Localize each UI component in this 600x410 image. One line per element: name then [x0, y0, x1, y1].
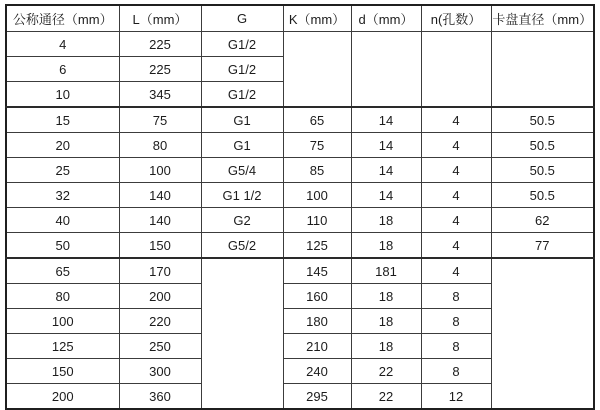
table-row — [6, 158, 594, 183]
merged-empty-cell — [491, 32, 594, 108]
table-cell: 14 — [351, 133, 421, 158]
table-cell: 50.5 — [491, 133, 594, 158]
header-cell-n: n(孔数） — [421, 5, 491, 32]
table-cell: 77 — [491, 233, 594, 259]
table-cell: 4 — [421, 208, 491, 233]
table-cell: 4 — [421, 158, 491, 183]
merged-empty-cell — [491, 258, 594, 409]
table-cell: 140 — [119, 183, 201, 208]
table-cell: 125 — [6, 334, 119, 359]
table-row — [6, 258, 594, 284]
table-cell: 22 — [351, 384, 421, 410]
merged-empty-cell — [421, 32, 491, 108]
header-row — [6, 5, 594, 32]
table-cell: 75 — [283, 133, 351, 158]
table-row — [6, 208, 594, 233]
table-cell: 180 — [283, 309, 351, 334]
header-cell-G: G — [201, 5, 283, 32]
table-cell: G5/2 — [201, 233, 283, 259]
table-cell: G1 1/2 — [201, 183, 283, 208]
table-cell: 50.5 — [491, 183, 594, 208]
table-cell: 4 — [421, 183, 491, 208]
table-row — [6, 233, 594, 259]
header-cell-d: d（mm） — [351, 5, 421, 32]
merged-empty-cell — [201, 258, 283, 409]
table-cell: G5/4 — [201, 158, 283, 183]
table-cell: 4 — [421, 133, 491, 158]
table-cell: 345 — [119, 82, 201, 108]
table-cell: 14 — [351, 158, 421, 183]
table-cell: 18 — [351, 208, 421, 233]
table-cell: 300 — [119, 359, 201, 384]
table-cell: 4 — [6, 32, 119, 57]
table-cell: 18 — [351, 233, 421, 259]
header-cell-chuck: 卡盘直径（mm） — [491, 5, 594, 32]
table-cell: 10 — [6, 82, 119, 108]
table-cell: G1 — [201, 107, 283, 133]
table-cell: 75 — [119, 107, 201, 133]
table-cell: 32 — [6, 183, 119, 208]
table-cell: 80 — [119, 133, 201, 158]
table-cell: 65 — [283, 107, 351, 133]
table-cell: 8 — [421, 309, 491, 334]
table-cell: 150 — [119, 233, 201, 259]
table-cell: 220 — [119, 309, 201, 334]
table-cell: 4 — [421, 233, 491, 259]
table-cell: 160 — [283, 284, 351, 309]
table-cell: G1/2 — [201, 57, 283, 82]
table-cell: 145 — [283, 258, 351, 284]
table-cell: 140 — [119, 208, 201, 233]
header-cell-L: L（mm） — [119, 5, 201, 32]
merged-empty-cell — [283, 32, 351, 108]
table-row — [6, 133, 594, 158]
header-cell-dn: 公称通径（mm） — [6, 5, 119, 32]
table-cell: 40 — [6, 208, 119, 233]
table-cell: 14 — [351, 107, 421, 133]
table-cell: 170 — [119, 258, 201, 284]
table-row — [6, 107, 594, 133]
table-cell: G1/2 — [201, 32, 283, 57]
table-cell: 15 — [6, 107, 119, 133]
table-cell: 25 — [6, 158, 119, 183]
table-cell: 250 — [119, 334, 201, 359]
table-cell: 210 — [283, 334, 351, 359]
table-cell: 18 — [351, 284, 421, 309]
table-cell: 80 — [6, 284, 119, 309]
table-cell: 295 — [283, 384, 351, 410]
table-body — [6, 32, 594, 410]
table-cell: G1 — [201, 133, 283, 158]
table-cell: 50.5 — [491, 107, 594, 133]
table-cell: 200 — [6, 384, 119, 410]
table-cell: 20 — [6, 133, 119, 158]
table-cell: 225 — [119, 32, 201, 57]
table-cell: 240 — [283, 359, 351, 384]
table-cell: 100 — [6, 309, 119, 334]
dimension-spec-table — [5, 4, 595, 410]
header-cell-K: K（mm） — [283, 5, 351, 32]
table-cell: 8 — [421, 334, 491, 359]
table-cell: 85 — [283, 158, 351, 183]
merged-empty-cell — [351, 32, 421, 108]
table-cell: 18 — [351, 309, 421, 334]
table-cell: 18 — [351, 334, 421, 359]
table-cell: 50 — [6, 233, 119, 259]
table-cell: 22 — [351, 359, 421, 384]
spec-table-container — [5, 4, 595, 410]
table-cell: 50.5 — [491, 158, 594, 183]
table-cell: 4 — [421, 258, 491, 284]
table-row — [6, 32, 594, 57]
table-cell: 225 — [119, 57, 201, 82]
table-cell: 14 — [351, 183, 421, 208]
table-cell: G2 — [201, 208, 283, 233]
table-cell: 110 — [283, 208, 351, 233]
table-cell: 8 — [421, 359, 491, 384]
table-cell: 181 — [351, 258, 421, 284]
table-cell: 150 — [6, 359, 119, 384]
table-cell: 6 — [6, 57, 119, 82]
table-cell: 125 — [283, 233, 351, 259]
table-cell: 62 — [491, 208, 594, 233]
table-cell: 4 — [421, 107, 491, 133]
table-cell: 65 — [6, 258, 119, 284]
table-cell: 360 — [119, 384, 201, 410]
table-cell: G1/2 — [201, 82, 283, 108]
table-cell: 100 — [119, 158, 201, 183]
table-cell: 8 — [421, 284, 491, 309]
table-row — [6, 183, 594, 208]
table-cell: 12 — [421, 384, 491, 410]
table-cell: 200 — [119, 284, 201, 309]
table-cell: 100 — [283, 183, 351, 208]
